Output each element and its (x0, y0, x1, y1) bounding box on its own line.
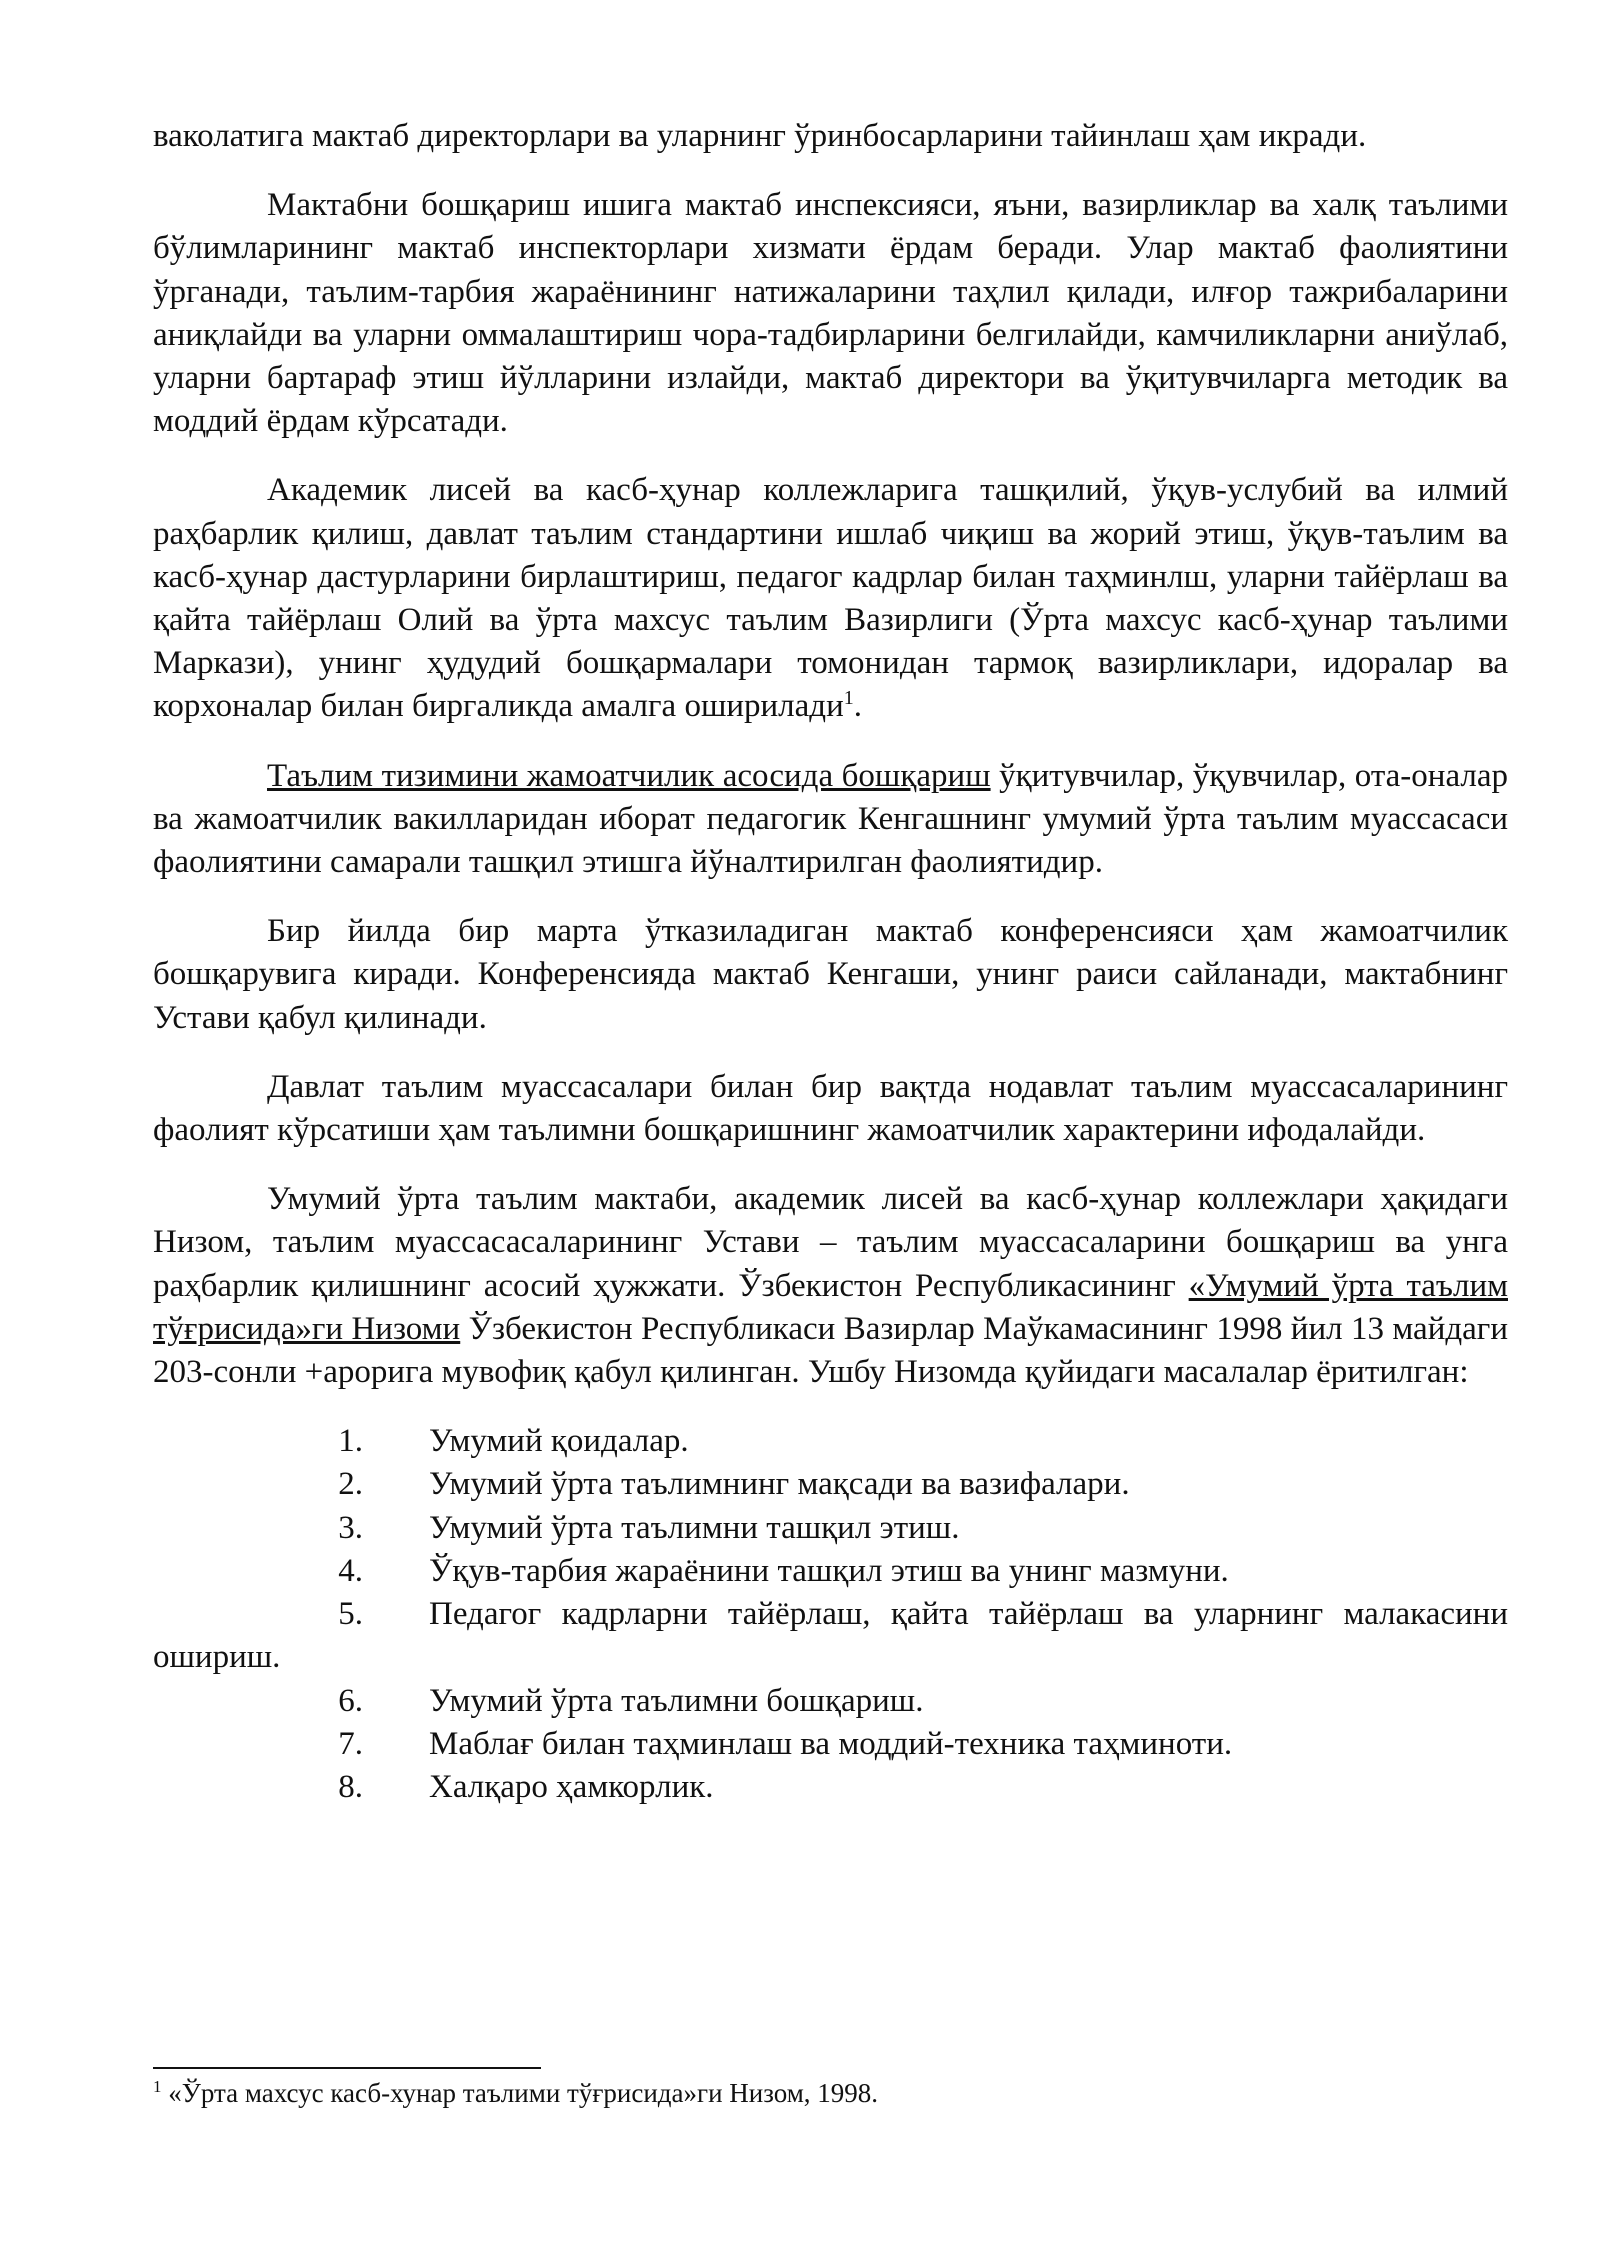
list-item-text: Халқаро ҳамкорлик. (429, 1768, 714, 1805)
paragraph-6-link[interactable]: «Умумий ўрта таълим тўғрисида»ги Низоми (153, 1267, 1508, 1347)
paragraph-4: Бир йилда бир марта ўтказиладиган мактаб конференсияси ҳам жамоатчилик бошқарувига киради. Конференсияда мактаб Кенгаши, унинг раиси сайланади, мактабнинг Устави қабул қилинади. (153, 913, 1508, 1036)
list-item (153, 1680, 1508, 1723)
list-item-number: 8. (338, 1768, 363, 1805)
list-item-number: 3. (338, 1509, 363, 1546)
list-item-number: 6. (338, 1682, 363, 1719)
paragraph-3 (153, 755, 1508, 885)
paragraph-2: Академик лисей ва касб-ҳунар коллежларига ташқилий, ўқув-услубий ва илмий раҳбарлик қилиш, давлат таълим стандартини ишлаб чиқиш ва жорий этиш, ўқув-таълим ва касб-ҳунар дастурларини бирлаштириш, педагог кадрлар билан таҳминлш, уларни тайёрлаш ва қайта тайёрлаш Олий ва ўрта махсус таълим Вазирлиги (Ўрта махсус касб-ҳунар таълими Маркази), унинг ҳудудий бошқармалари томонидан тармоқ вазирликлари, идоралар ва корхоналар билан биргаликда амалга оширилади$^1$. (153, 472, 1508, 725)
list-item-text: Ўқув-тарбия жараёнини ташқил этиш ва унинг мазмуни. (429, 1552, 1229, 1589)
paragraph-0: ваколатига мактаб директорлари ва уларнинг ўринбосарларини тайинлаш ҳам икради. (153, 118, 1367, 154)
footnote-text: «Ўрта махсус касб-хунар таълими тўғрисида»ги Низом, 1998. (161, 2078, 879, 2108)
list-item (153, 1507, 1508, 1550)
list-item-text: Умумий қоидалар. (429, 1423, 689, 1460)
list-item-number: 7. (338, 1725, 363, 1762)
footnote-mark: 1 (153, 2077, 162, 2096)
list-item-text: Умумий ўрта таълимнинг мақсади ва вазифалари. (429, 1466, 1130, 1503)
list-item-text: Маблағ билан таҳминлаш ва моддий-техника таҳминоти. (429, 1725, 1233, 1762)
paragraph-3-link[interactable]: Таълим тизимини жамоатчилик асосида бошқариш (267, 757, 991, 794)
list-item-text: Умумий ўрта таълимни ташқил этиш. (429, 1509, 960, 1546)
list-item-text: Умумий ўрта таълимни бошқариш. (429, 1682, 924, 1719)
paragraph-5: Давлат таълим муассасалари билан бир вақтда нодавлат таълим муассасаларининг фаолият кўрсатиши ҳам таълимни бошқаришнинг жамоатчилик характерини ифодалайди. (153, 1068, 1508, 1149)
list-item (153, 1723, 1508, 1766)
paragraph-3-text: ўқитувчилар, ўқувчилар, ота-оналар ва жамоатчилик вакилларидан иборат педагогик Кенгашнинг умумий ўрта таълим муассасаси фаолиятини самарали ташқил этишга йўналтирилган фаолиятидир. (153, 757, 1508, 881)
body-text (153, 115, 1508, 1809)
footnote-reference[interactable]: 1 (843, 687, 854, 710)
list-item-text: Педагог кадрларни тайёрлаш, қайта тайёрлаш ва уларнинг малакасини ошириш. (153, 1596, 1508, 1676)
paragraph-6-text-b: Ўзбекистон Республикаси Вазирлар Маўкамасининг 1998 йил 13 майдаги 203-сонли +арорига мувофиқ қабул қилинган. Ушбу Низомда қуйидаги масалалар ёритилган: (153, 1310, 1508, 1391)
footnote-separator (153, 2067, 541, 2069)
footnote (153, 2075, 1508, 2111)
list-item (153, 1463, 1508, 1506)
list-item-number: 4. (338, 1552, 363, 1589)
list-item-number: 5. (338, 1596, 363, 1633)
paragraph-2-text: Академик лисей ва касб-ҳунар коллежларига ташқилий, ўқув-услубий ва илмий раҳбарлик қилиш, давлат таълим стандартини ишлаб чиқиш ва жорий этиш, ўқув-таълим ва касб-ҳунар дастурларини бирлаштириш, педагог кадрлар билан таҳминлш, уларни тайёрлаш ва қайта тайёрлаш Олий ва ўрта махсус таълим Вазирлиги (Ўрта махсус касб-ҳунар таълими Маркази), унинг ҳудудий бошқармалари томонидан тармоқ вазирликлари, идоралар ва корхоналар билан биргаликда амалга оширилади (153, 472, 1508, 725)
numbered-list (153, 1420, 1508, 1809)
list-item (153, 1593, 1508, 1679)
paragraph-6-text-a: Умумий ўрта таълим мактаби, академик лисей ва касб-ҳунар коллежлари ҳақидаги Низом, таълим муассасасаларининг Устави – таълим муассасаларини бошқариш ва унга раҳбарлик қилишнинг асосий ҳужжати. Ўзбекистон Республикасининг (153, 1181, 1508, 1304)
paragraph-6 (153, 1178, 1508, 1394)
list-item (153, 1420, 1508, 1463)
list-item (153, 1550, 1508, 1593)
list-item-number: 2. (338, 1466, 363, 1503)
paragraph-1: Мактабни бошқариш ишига мактаб инспексияси, яъни, вазирликлар ва халқ таълими бўлимларининг мактаб инспекторлари хизмати ёрдам беради. Улар мактаб фаолиятини ўрганади, таълим-тарбия жараёнининг натижаларини таҳлил қилади, илғор тажрибаларини аниқлайди ва уларни оммалаштириш чора-тадбирларини белгилайди, камчиликларни аниўлаб, уларни бартараф этиш йўлларини излайди, мактаб директори ва ўқитувчиларга методик ва моддий ёрдам кўрсатади. (153, 187, 1508, 440)
list-item (153, 1766, 1508, 1809)
list-item-number: 1. (338, 1423, 363, 1460)
